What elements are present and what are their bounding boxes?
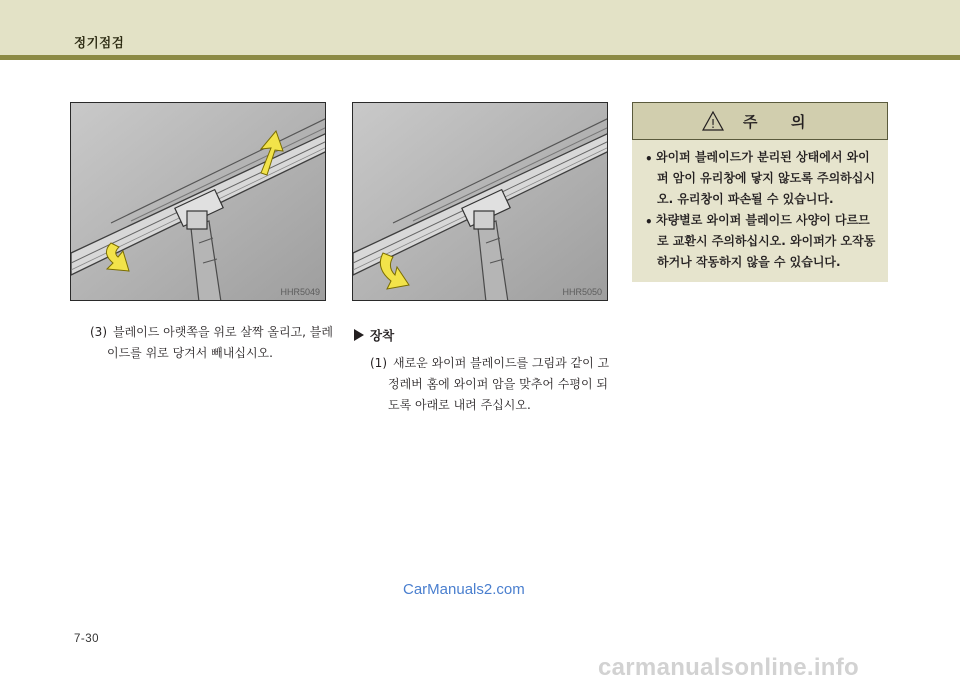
step-number: (3) xyxy=(90,325,107,339)
figure-code: HHR5050 xyxy=(562,287,602,297)
caution-line: 오. 유리창이 파손될 수 있습니다. xyxy=(657,192,834,206)
page-number: 7-30 xyxy=(74,633,100,645)
caution-line: 차량별로 와이퍼 블레이드 사양이 다르므 xyxy=(656,213,870,227)
wiper-illustration-remove xyxy=(71,103,326,301)
step-text-line: 새로운 와이퍼 블레이드를 그림과 같이 고 xyxy=(393,356,610,370)
install-heading xyxy=(354,326,394,344)
figure-install-blade xyxy=(352,102,608,301)
caution-title-1: 주 xyxy=(743,113,758,131)
bullet-dot: • xyxy=(645,152,653,166)
warning-mark: ! xyxy=(710,117,716,131)
triangle-bullet-icon xyxy=(354,329,364,341)
header-rule xyxy=(0,55,960,60)
site-watermark-link[interactable]: CarManuals2.com xyxy=(403,581,525,598)
footer-watermark: carmanualsonline.info xyxy=(598,654,860,681)
header-band xyxy=(0,0,960,55)
caution-title-2: 의 xyxy=(791,113,806,131)
caution-line: 로 교환시 주의하십시오. 와이퍼가 오작동 xyxy=(657,234,876,248)
caution-line: 와이퍼 블레이드가 분리된 상태에서 와이 xyxy=(656,150,870,164)
step-number: (1) xyxy=(370,356,387,370)
step-text-line: 도록 아래로 내려 주십시오. xyxy=(388,398,531,412)
install-heading-label: 장착 xyxy=(370,328,395,343)
caution-box xyxy=(632,102,888,282)
step-text-line: 블레이드 아랫쪽을 위로 살짝 올리고, 블레 xyxy=(113,325,333,339)
warning-triangle-icon xyxy=(702,111,724,131)
figure-code: HHR5049 xyxy=(280,287,320,297)
step-text-line: 정레버 홈에 와이퍼 암을 맞추어 수평이 되 xyxy=(388,377,608,391)
wiper-illustration-install xyxy=(353,103,608,301)
section-title: 정기점검 xyxy=(74,35,125,50)
figure-remove-blade xyxy=(70,102,326,301)
step-text-line: 이드를 위로 당겨서 빼내십시오. xyxy=(107,346,273,360)
bullet-dot: • xyxy=(645,215,653,229)
caution-header xyxy=(632,102,888,140)
caution-line: 하거나 작동하지 않을 수 있습니다. xyxy=(657,255,841,269)
caution-line: 퍼 암이 유리창에 닿지 않도록 주의하십시 xyxy=(657,171,875,185)
